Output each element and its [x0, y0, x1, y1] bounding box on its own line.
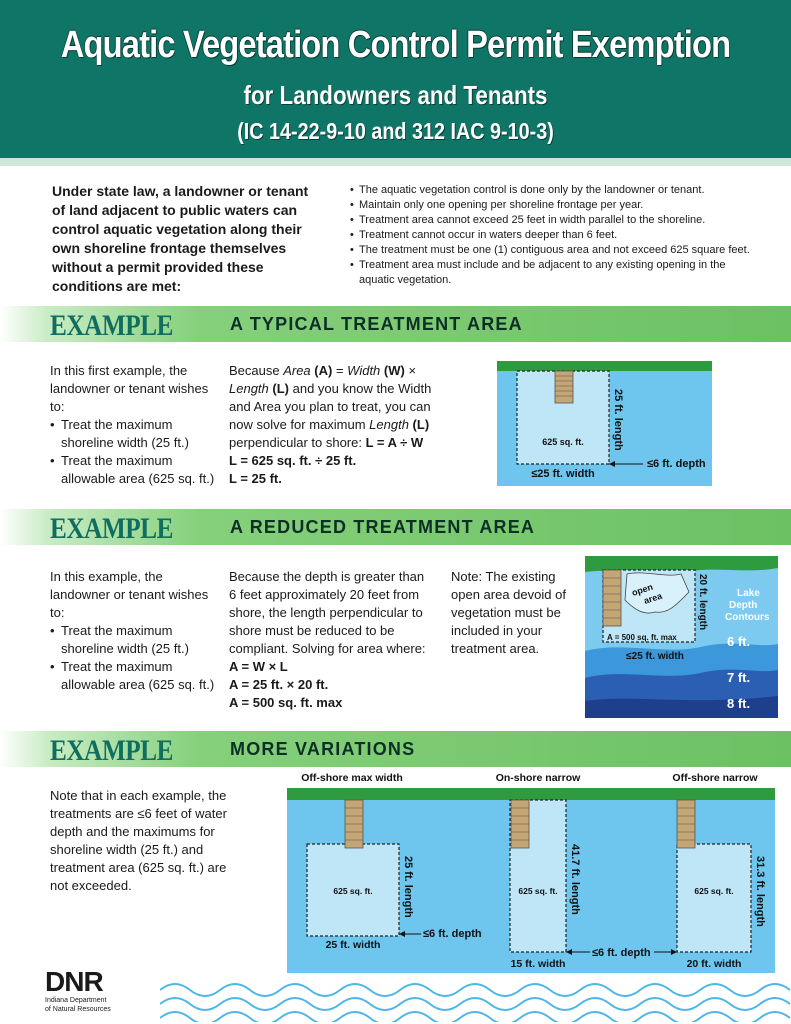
example-2-explanation	[229, 568, 434, 712]
equation: L = 625 sq. ft. ÷ 25 ft.	[229, 453, 357, 468]
condition-item: • Treatment cannot occur in waters deeper than 6 feet.	[350, 228, 750, 243]
depth-7-label: 7 ft.	[727, 670, 751, 685]
wave-decoration	[160, 978, 791, 1024]
area-label: A = 500 sq. ft. max	[607, 633, 677, 642]
variant-label: On-shore narrow	[495, 772, 581, 784]
shoreline	[287, 788, 775, 800]
example-2-bullet: • Treat the maximum allowable area (625 sq. ft.)	[50, 658, 220, 694]
shoreline	[497, 361, 712, 371]
example-label: EXAMPLE	[50, 734, 174, 767]
legend-label: Depth	[729, 600, 758, 611]
example-2-heading: A REDUCED TREATMENT AREA	[230, 517, 536, 537]
legend-label: Contours	[725, 612, 770, 623]
length-label: 41.7 ft. length	[569, 844, 581, 915]
equation: L = 25 ft.	[229, 471, 282, 486]
dock	[603, 570, 621, 626]
condition-item: • The aquatic vegetation control is done only by the landowner or tenant.	[350, 183, 750, 198]
depth-6-label: 6 ft.	[727, 634, 751, 649]
example-1-bullet: • Treat the maximum allowable area (625 sq. ft.)	[50, 452, 220, 488]
org-name: of Natural Resources	[45, 1006, 111, 1013]
example-2-note: Note: The existing open area devoid of vegetation must be included in your treatment area.	[451, 569, 566, 656]
area-label: 625 sq. ft.	[542, 437, 584, 447]
condition-item: • Maintain only one opening per shoreline frontage per year.	[350, 198, 750, 213]
example-3-heading: MORE VARIATIONS	[230, 739, 416, 759]
length-label: 25 ft. length	[612, 389, 624, 451]
header-divider	[0, 158, 791, 166]
example-2-intro	[50, 568, 220, 694]
width-label: ≤25 ft. width	[626, 651, 684, 662]
open-label: open	[630, 581, 655, 598]
example-1-intro-text: In this first example, the landowner or tenant wishes to:	[50, 363, 209, 414]
example-2-band	[0, 509, 791, 545]
area-label: 625 sq. ft.	[518, 886, 558, 896]
depth-8-label: 8 ft.	[727, 696, 751, 711]
example-1-diagram	[497, 361, 712, 486]
depth-label: ≤6 ft. depth	[647, 458, 706, 470]
example-1-explanation	[229, 362, 439, 488]
example-1-bullet: • Treat the maximum shoreline width (25 ft.)	[50, 416, 220, 452]
dnr-logo	[45, 968, 111, 1014]
width-label: 15 ft. width	[510, 958, 566, 970]
equation: A = 500 sq. ft. max	[229, 695, 343, 710]
example-label: EXAMPLE	[50, 309, 174, 342]
example-1-intro	[50, 362, 220, 488]
page-title: Aquatic Vegetation Control Permit Exemption	[60, 24, 731, 66]
condition-item: • The treatment must be one (1) contiguous area and not exceed 625 square feet.	[350, 243, 750, 258]
example-2-diagram	[585, 556, 778, 718]
open-label: area	[642, 590, 664, 606]
equation: A = 25 ft. × 20 ft.	[229, 677, 329, 692]
length-label: 20 ft. length	[697, 574, 708, 631]
equation: A = W × L	[229, 659, 288, 674]
variant-label: Off-shore max width	[301, 772, 403, 784]
variant-label: Off-shore narrow	[672, 772, 758, 784]
width-label: 25 ft. width	[325, 939, 381, 951]
length-label: 31.3 ft. length	[754, 856, 766, 927]
treatment-area	[677, 844, 751, 952]
width-label: ≤25 ft. width	[531, 468, 595, 480]
example-2-bullet: • Treat the maximum shoreline width (25 ft.)	[50, 622, 220, 658]
intro-text: Under state law, a landowner or tenant of land adjacent to public waters can control aquatic vegetation along their own shoreline frontage themselves without a permit provided these conditions are met:	[52, 183, 309, 294]
page-subtitle: for Landowners and Tenants	[243, 80, 548, 110]
example-2-text: Because the depth is greater than 6 feet approximately 20 feet from shore, the length perpendicular to shore must be reduced to be compliant. Solving for area where:	[229, 569, 426, 656]
depth-label: ≤6 ft. depth	[592, 947, 651, 959]
legend-label: Lake	[737, 588, 760, 599]
example-2-intro-text: In this example, the landowner or tenant wishes to:	[50, 569, 209, 620]
example-3-diagram	[287, 768, 775, 973]
conditions-list	[350, 183, 750, 288]
org-name: Indiana Department	[45, 997, 107, 1004]
depth-label: ≤6 ft. depth	[423, 928, 482, 940]
area-label: 625 sq. ft.	[333, 886, 373, 896]
page-header	[0, 0, 791, 158]
example-label: EXAMPLE	[50, 512, 174, 545]
example-3-band	[0, 731, 791, 767]
condition-item: • Treatment area must include and be adjacent to any existing opening in the aquatic vegetation.	[350, 258, 750, 288]
legal-citation: (IC 14-22-9-10 and 312 IAC 9-10-3)	[237, 118, 554, 144]
condition-item: • Treatment area cannot exceed 25 feet in width parallel to the shoreline.	[350, 213, 750, 228]
example-1-heading: A TYPICAL TREATMENT AREA	[230, 314, 523, 334]
width-label: 20 ft. width	[686, 958, 742, 970]
example-3-text: Note that in each example, the treatments are ≤6 feet of water depth and the maximums for shoreline width (25 ft.) and treatment area (625 sq. ft.) are not exceeded.	[50, 788, 227, 893]
length-label: 25 ft. length	[402, 856, 414, 918]
area-label: 625 sq. ft.	[694, 886, 734, 896]
example-1-band	[0, 306, 791, 342]
dnr-logo-text: DNR	[45, 966, 103, 997]
example-1-formula-text: Because Area (A) = Width (W) × Length (L) and you know the Width and Area you plan to treat, you can now solve for maximum Length (L) perpendicular to shore: L = A ÷ W	[229, 363, 432, 450]
